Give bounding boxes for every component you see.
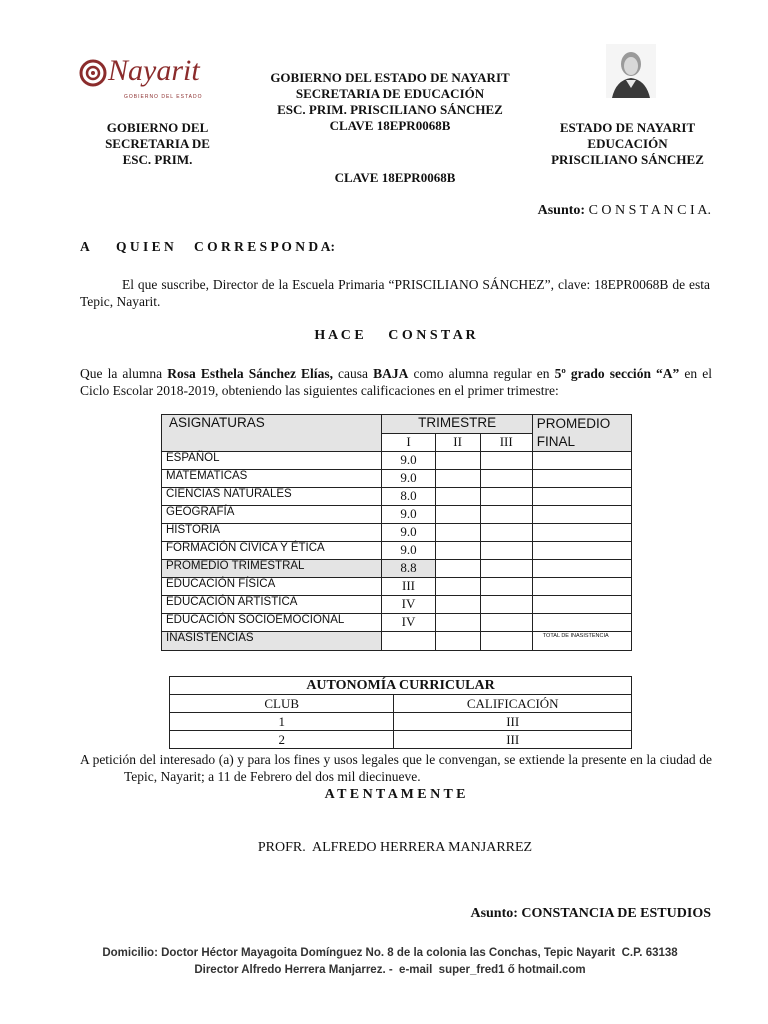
empty-cell xyxy=(480,470,532,488)
subject-cell: ESPAÑOL xyxy=(162,452,382,470)
grade-cell: 9.0 xyxy=(382,452,435,470)
header-left3: ESC. PRIM. xyxy=(122,152,193,167)
total-inasistencia-cell xyxy=(532,632,631,651)
calif-cell: III xyxy=(394,713,632,731)
student-name: Rosa Esthela Sánchez Elías, xyxy=(167,366,333,381)
empty-cell xyxy=(532,470,631,488)
empty-cell xyxy=(532,452,631,470)
portrait-image xyxy=(606,44,656,98)
trimestre-i: I xyxy=(382,433,435,452)
col-promedio xyxy=(532,415,631,452)
statement-p2: causa xyxy=(332,366,374,381)
club-cell: 1 xyxy=(170,713,394,731)
empty-cell xyxy=(532,542,631,560)
asunto2-label: Asunto: xyxy=(470,906,518,921)
table-row xyxy=(162,596,632,614)
empty-cell xyxy=(435,614,480,632)
table-row xyxy=(162,488,632,506)
header-line2: SECRETARIA DE EDUCACIÓN xyxy=(295,86,485,101)
header-right2: EDUCACIÓN xyxy=(587,136,668,151)
closing-paragraph: A petición del interesado (a) y para los fines y usos legales que le convengan, se extiende la presente en la ciudad de Tepic, Nayarit; a 11 de Febrero del dos mil diecinueve. xyxy=(80,752,712,784)
logo-subtitle: GOBIERNO DEL ESTADO xyxy=(124,94,203,100)
grade-cell: IV xyxy=(382,596,435,614)
header-line1: GOBIERNO DEL ESTADO DE NAYARIT xyxy=(270,70,510,85)
grade-cell: 9.0 xyxy=(382,524,435,542)
col-calificacion: CALIFICACIÓN xyxy=(394,695,632,713)
grade-cell: 8.8 xyxy=(382,560,435,578)
subject-cell: EDUCACIÓN ARTISTICA xyxy=(162,596,382,614)
col-promedio-label: PROMEDIO FINAL xyxy=(536,416,611,449)
grade-cell: III xyxy=(382,578,435,596)
header-right3: PRISCILIANO SÁNCHEZ xyxy=(551,152,704,167)
portrait-icon xyxy=(606,44,656,98)
table-row xyxy=(162,578,632,596)
subject-cell: HISTORIA xyxy=(162,524,382,542)
table-row-inasistencias xyxy=(162,632,632,651)
empty-cell xyxy=(435,542,480,560)
footer xyxy=(60,945,720,979)
empty-cell xyxy=(480,614,532,632)
header-right1: ESTADO DE NAYARIT xyxy=(559,120,696,135)
empty-cell xyxy=(480,542,532,560)
table-row xyxy=(162,524,632,542)
clave-line: CLAVE 18EPR0068B xyxy=(334,170,456,185)
club-cell: 2 xyxy=(170,731,394,749)
asunto2-value: CONSTANCIA DE ESTUDIOS xyxy=(521,906,711,921)
empty-cell xyxy=(532,524,631,542)
col-asignaturas-label: ASIGNATURAS xyxy=(169,415,265,430)
empty-cell xyxy=(480,632,532,651)
subject-cell: FORMACIÓN CIVICA Y ÉTICA xyxy=(162,542,382,560)
empty-cell xyxy=(480,596,532,614)
autonomia-title: AUTONOMÍA CURRICULAR xyxy=(170,677,632,695)
subject-cell: PROMEDIO TRIMESTRAL xyxy=(162,560,382,578)
subject-cell: GEOGRAFÍA xyxy=(162,506,382,524)
empty-cell xyxy=(435,596,480,614)
trimestre-iii: III xyxy=(480,433,532,452)
asunto2-line xyxy=(470,906,711,922)
empty-cell xyxy=(480,488,532,506)
trimestre-ii: II xyxy=(435,433,480,452)
empty-cell xyxy=(435,578,480,596)
header-center xyxy=(230,70,550,134)
empty-cell xyxy=(435,470,480,488)
grades-table xyxy=(161,414,632,651)
calif-cell: III xyxy=(394,731,632,749)
baja-label: BAJA xyxy=(373,366,409,381)
subject-cell: EDUCACIÓN FÍSICA xyxy=(162,578,382,596)
subject-cell: EDUCACIÓN SOCIOEMOCIONAL xyxy=(162,614,382,632)
subject-cell: INASISTENCIAS xyxy=(162,632,382,651)
grade-label: 5º grado sección “A” xyxy=(554,366,680,381)
table-row xyxy=(170,713,632,731)
grade-cell: 8.0 xyxy=(382,488,435,506)
col-trimestre-label: TRIMESTRE xyxy=(418,415,497,430)
header-line3: ESC. PRIM. PRISCILIANO SÁNCHEZ xyxy=(277,102,503,117)
empty-cell xyxy=(435,632,480,651)
grade-cell: 9.0 xyxy=(382,542,435,560)
col-trimestre xyxy=(382,415,532,434)
grade-cell xyxy=(382,632,435,651)
footer-line2: Director Alfredo Herrera Manjarrez. - e-mail super_fred1 ő hotmail.com xyxy=(194,964,586,976)
atentamente: A T E N T A M E N T E xyxy=(324,787,466,802)
statement-p4: en el Ciclo Escolar 2018-2019, obteniendo las siguientes calificaciones en el primer trimestre: xyxy=(80,366,712,398)
statement-paragraph xyxy=(80,365,712,399)
grade-cell: 9.0 xyxy=(382,506,435,524)
table-row xyxy=(162,614,632,632)
signer-name: PROFR. ALFREDO HERRERA MANJARREZ xyxy=(257,840,533,855)
empty-cell xyxy=(480,506,532,524)
empty-cell xyxy=(435,452,480,470)
statement-p1: Que la alumna xyxy=(80,366,168,381)
grade-cell: 9.0 xyxy=(382,470,435,488)
empty-cell xyxy=(480,524,532,542)
asunto-line xyxy=(538,203,711,219)
autonomia-table xyxy=(169,676,632,749)
statement-p3: como alumna regular en xyxy=(408,366,555,381)
asunto-value: C O N S T A N C I A. xyxy=(588,203,711,218)
empty-cell xyxy=(532,560,631,578)
empty-cell xyxy=(532,578,631,596)
table-row xyxy=(162,542,632,560)
intro-paragraph: El que suscribe, Director de la Escuela Primaria “PRISCILIANO SÁNCHEZ”, clave: 18EPR0068B de esta Tepic, Nayarit. xyxy=(80,277,710,309)
subject-cell: CIENCIAS NATURALES xyxy=(162,488,382,506)
empty-cell xyxy=(435,560,480,578)
total-inasistencia-label: TOTAL DE INASISTENCIA xyxy=(542,633,609,639)
table-row xyxy=(162,506,632,524)
empty-cell xyxy=(435,506,480,524)
empty-cell xyxy=(480,560,532,578)
col-club: CLUB xyxy=(170,695,394,713)
header-left1: GOBIERNO DEL xyxy=(106,120,209,135)
empty-cell xyxy=(435,524,480,542)
asunto-label: Asunto: xyxy=(537,203,586,218)
grade-cell: IV xyxy=(382,614,435,632)
footer-line1: Domicilio: Doctor Héctor Mayagoita Domínguez No. 8 de la colonia las Conchas, Tepic Nayarit C.P. 63138 xyxy=(102,947,678,959)
header-line4: CLAVE 18EPR0068B xyxy=(329,118,451,133)
empty-cell xyxy=(532,596,631,614)
empty-cell xyxy=(532,614,631,632)
logo-text: Nayarit xyxy=(108,54,200,87)
table-row xyxy=(170,731,632,749)
logo-swirl-icon xyxy=(78,56,108,90)
empty-cell xyxy=(532,488,631,506)
header-left xyxy=(80,120,235,168)
empty-cell xyxy=(435,488,480,506)
nayarit-logo xyxy=(78,52,203,102)
header-right xyxy=(540,120,715,168)
header-left2: SECRETARIA DE xyxy=(105,136,210,151)
hace-constar: H A C E C O N S T A R xyxy=(314,328,476,343)
subject-cell: MATEMATICAS xyxy=(162,470,382,488)
table-row-promedio xyxy=(162,560,632,578)
empty-cell xyxy=(532,506,631,524)
col-asignaturas xyxy=(162,415,382,452)
table-row xyxy=(162,452,632,470)
salutation: A Q U I E N C O R R E S P O N D A: xyxy=(80,239,336,254)
empty-cell xyxy=(480,578,532,596)
table-row xyxy=(162,470,632,488)
empty-cell xyxy=(480,452,532,470)
